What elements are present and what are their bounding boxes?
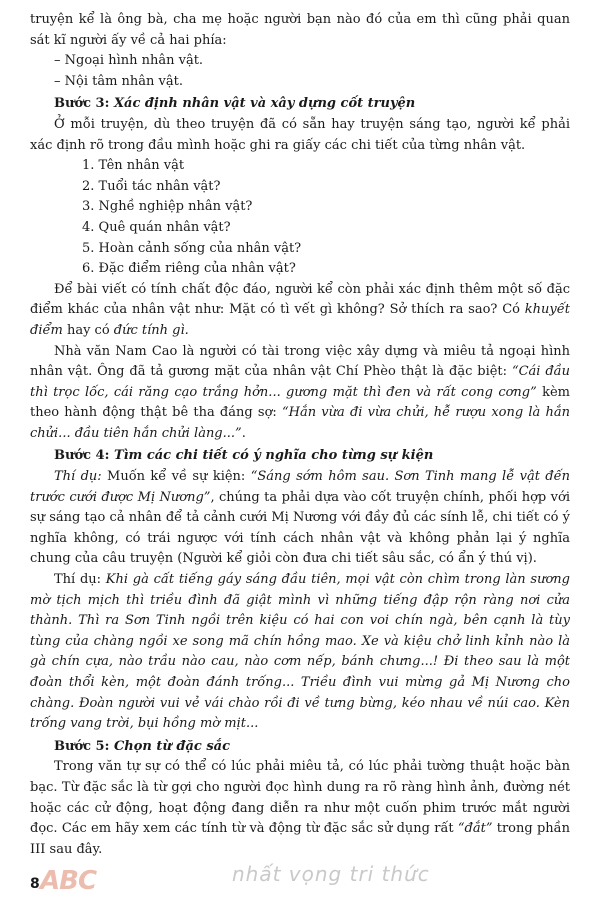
list-item: 6. Đặc điểm riêng của nhân vật?	[82, 261, 296, 277]
italic-run: “Hắn vừa đi vừa chửi, hễ rượu xong là hắn chửi... đầu tiên hắn chửi làng...”	[30, 405, 570, 441]
text-run: Muốn kể về sự kiện:	[101, 469, 251, 485]
text-run: hay có	[62, 322, 114, 338]
bullet-item: – Nội tâm nhân vật.	[54, 73, 184, 89]
italic-run: “Sáng sớm hôm sau. Sơn Tinh mang lễ vật đến trước cưới được Mị Nương”	[30, 469, 570, 505]
text-run: Nhà văn Nam Cao là người có tài trong việc xây dựng và miêu tả ngoại hình nhân vật. Ông đã tả gương mặt của nhân vật Chí Phèo thật là đặc biệt:	[30, 343, 570, 380]
paragraph: truyện kể là ông bà, cha mẹ hoặc người bạn nào đó của em thì cũng phải quan sát kĩ người ấy về cả hai phía:	[30, 12, 570, 48]
step-title: Xác định nhân vật và xây dựng cốt truyện	[113, 96, 416, 112]
italic-run: “Cái đầu thì trọc lốc, cái răng cạo trắng hởn... gương mặt thì đen và rất cong cơng”	[30, 364, 570, 400]
page-number: 8	[30, 876, 40, 892]
text-run: Trong văn tự sự có thể có lúc phải miêu tả, có lúc phải tường thuật hoặc bàn bạc. Từ đặc sắc là từ gợi cho người đọc hình dung ra rõ ràng hình ảnh, đường nét hoặc các cử động, hoạt động đang diễn ra như một cuốn phim trước mắt người đọc. Các em hãy xem các tính từ và động từ đặc sắc sử dụng rất	[30, 759, 570, 837]
paragraph	[30, 570, 570, 735]
italic-run: “đắt”	[457, 821, 493, 837]
text-run: Thí dụ:	[54, 572, 106, 588]
list-item: 1. Tên nhân vật	[82, 158, 185, 174]
text-run: kèm theo hành động thật bê tha đáng sợ:	[30, 384, 570, 421]
step-label: Bước 3:	[54, 96, 110, 112]
paragraph	[30, 757, 570, 860]
italic-run: Khi gà cất tiếng gáy sáng đầu tiên, mọi vật còn chìm trong làn sương mờ tịch mịch thì triều đình đã giật mình vì những tiếng đập rộn ràng nơi cửa thành. Thì ra Sơn Tinh ngồi trên kiệu có hai con voi chín ngà, bên cạnh là tùy tùng của chàng ngồi xe song mã chín hồng mao. Xe và kiệu chở linh kỉnh nào là gà chín cựa, nào trầu nào cau, nào cơm nếp, bánh chưng...! Đi theo sau là một đoàn thổi kèn, một đoàn đánh trống... Triều đình vui mừng gả Mị Nương cho chàng. Đoàn người vui vẻ vái chào rồi đi về tưng bừng, kéo nhau về núi cao. Kèn trống vang trời, bụi hồng mờ mịt...	[30, 572, 570, 732]
publisher-logo: ABC	[40, 866, 97, 896]
text-run: .	[241, 425, 246, 441]
watermark-text: nhất vọng tri thức	[232, 862, 430, 886]
document-body	[30, 10, 570, 860]
list-item: 5. Hoàn cảnh sống của nhân vật?	[82, 240, 302, 256]
section-heading-step-4	[30, 446, 570, 467]
section-heading-step-3	[30, 94, 570, 115]
list-item: 2. Tuổi tác nhân vật?	[82, 178, 221, 194]
paragraph	[30, 280, 570, 342]
list-item: 4. Quê quán nhân vật?	[82, 219, 231, 235]
text-run: trong phần III sau đây.	[30, 821, 570, 857]
italic-run: khuyết điểm	[30, 302, 570, 338]
section-heading-step-5	[30, 737, 570, 758]
text-run: Để bài viết có tính chất độc đáo, người kể còn phải xác định thêm một số đặc điểm khác của nhân vật như: Mặt có tì vết gì không? Sở thích ra sao? Có	[30, 281, 570, 318]
italic-run: Thí dụ:	[54, 469, 102, 485]
bullet-item: – Ngoại hình nhân vật.	[54, 53, 204, 69]
text-run: , chúng ta phải dựa vào cốt truyện chính, phối hợp với sự sáng tạo cả nhân để tả cảnh cưới Mị Nương với đầy đủ các sính lễ, chi tiết có ý nghĩa không, có trái ngược với tính cách nhân vật và không phản lại ý nghĩa chung của câu truyện (Người kể giỏi còn đưa chi tiết sâu sắc, có ẩn ý thú vị).	[30, 489, 570, 567]
italic-run: đức tính gì.	[113, 322, 189, 338]
paragraph: Ở mỗi truyện, dù theo truyện đã có sẵn hay truyện sáng tạo, người kể phải xác định rõ trong đầu mình hoặc ghi ra giấy các chi tiết của từng nhân vật.	[30, 116, 570, 153]
step-title: Tìm các chi tiết có ý nghĩa cho từng sự kiện	[113, 448, 434, 464]
step-label: Bước 4:	[54, 448, 110, 464]
step-label: Bước 5:	[54, 738, 110, 754]
paragraph	[30, 467, 570, 570]
paragraph	[30, 342, 570, 445]
list-item: 3. Nghề nghiệp nhân vật?	[82, 199, 253, 215]
step-title: Chọn từ đặc sắc	[113, 738, 230, 754]
